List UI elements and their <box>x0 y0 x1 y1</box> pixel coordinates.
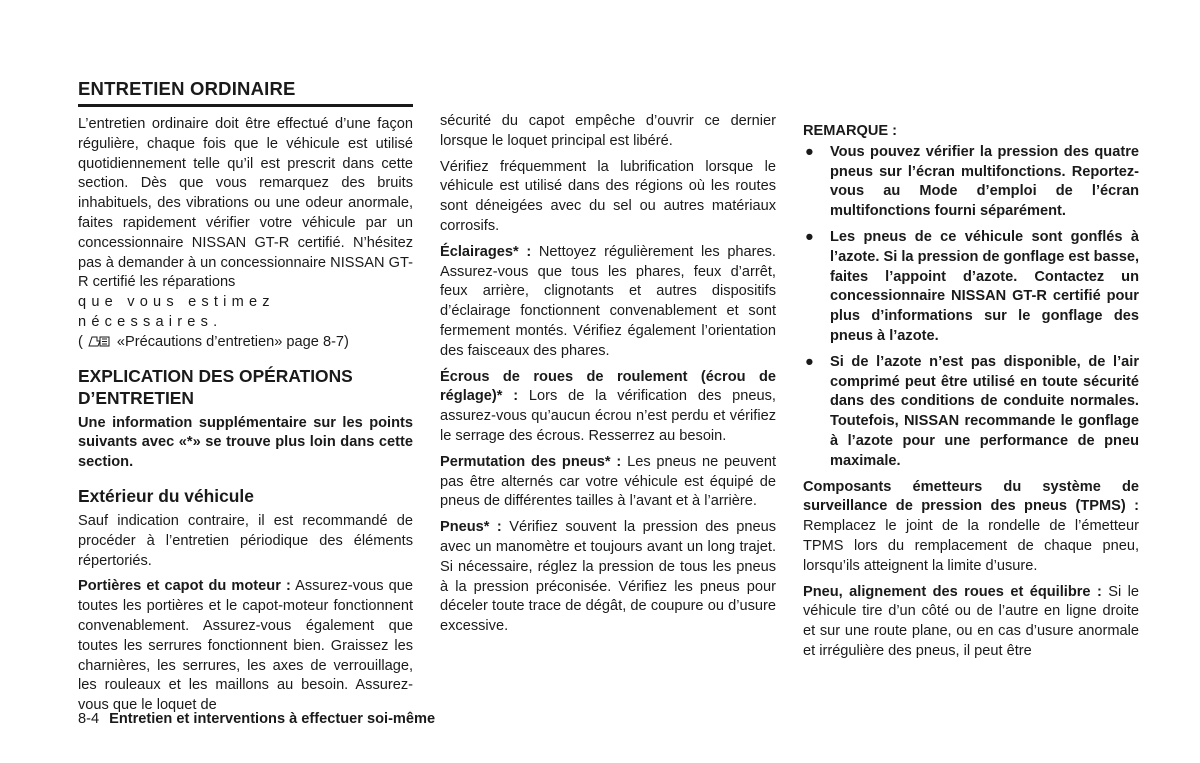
note-bullet <box>803 143 1139 222</box>
alignement-label: Pneu, alignement des roues et équilibre : <box>803 583 1102 600</box>
eclairages-text: Nettoyez régulièrement les phares. Assurez-vous que tous les phares, feux d’arrêt, feux arrière, clignotants et autres dispositifs d’éclairage fonctionnent convenablement et sont fermement montés. Vérifiez également l’orientation des faisceaux des phares. <box>440 243 776 359</box>
section-title: ENTRETIEN ORDINAIRE <box>78 78 296 99</box>
heading-exterieur: Extérieur du véhicule <box>78 485 254 506</box>
note-bullet-text: Si de l’azote n’est pas disponible, de l’air comprimé peut être utilisé en toute sécurité dans des conditions de conduite normales. Toutefois, NISSAN recommande le gonflage à l’azote pour une performance de pneu maximale. <box>830 353 1139 469</box>
intro-spread-text: que vous estimez nécessaires. <box>78 294 275 330</box>
permutation-label: Permutation des pneus* : <box>440 453 622 470</box>
cross-reference[interactable] <box>78 333 413 353</box>
reference-open: ( <box>78 333 83 350</box>
eclairages-label: Éclairages* : <box>440 243 532 260</box>
portieres-text: Assurez-vous que toutes les portières et le capot-moteur fonctionnent convenablement. Assurez-vous également que toutes les serrures fonctionnent bien. Graissez les charnières, les serrures, les axes de verrouillage, les rouleaux et les maillons au besoin. Assurez-vous que le loquet de <box>78 578 413 714</box>
intro-text: L’entretien ordinaire doit être effectué d’une façon régulière, chaque fois que le véhicule est utilisé quotidiennement telle qu’il est prescrit dans cette section. Dès que vous remarquez des bruits inhabituels, des vibrations ou une odeur anormale, faites rapidement vérifier votre véhicule par un concessionnaire NISSAN GT-R certifié. N’hésitez pas à demander à un concessionnaire NISSAN GT-R certifié les réparations <box>78 116 413 291</box>
page-reference-icon <box>87 335 111 348</box>
pneus-label: Pneus* : <box>440 519 502 536</box>
portieres-paragraph <box>78 577 413 716</box>
lubrification-paragraph: Vérifiez fréquemment la lubrification lorsque le véhicule est utilisé dans des régions où les routes sont déneigées avec du sel ou autres matériaux corrosifs. <box>440 158 776 234</box>
column-1 <box>78 115 413 716</box>
ecrous-paragraph <box>440 368 776 447</box>
explication-note: Une information supplémentaire sur les points suivants avec «*» se trouve plus loin dans cette section. <box>78 414 413 471</box>
note-bullet <box>803 353 1139 472</box>
ecrous-label: Écrous de roues de roulement (écrou de réglage)* : <box>440 368 776 405</box>
alignement-paragraph <box>803 583 1139 662</box>
column-3 <box>803 122 1139 662</box>
ecrous-text: Lors de la vérification des pneus, assurez-vous qu’aucun écrou n’est perdu et vérifiez le serrage des écrous. Resserrez au besoin. <box>440 388 776 444</box>
tpms-label: Composants émetteurs du système de surveillance de pression des pneus (TPMS) : <box>803 478 1139 515</box>
note-bullet <box>803 228 1139 347</box>
bullet-dot: ● <box>805 228 814 245</box>
portieres-label: Portières et capot du moteur : <box>78 578 291 595</box>
reference-text: «Précautions d’entretien» page 8-7) <box>116 333 349 350</box>
intro-paragraph <box>78 115 413 353</box>
footer-title: Entretien et interventions à effectuer soi-même <box>109 711 436 727</box>
tpms-text: Remplacez le joint de la rondelle de l’émetteur TPMS lors du remplacement de chaque pneu, lorsqu’ils atteignent la limite d’usure. <box>803 518 1139 574</box>
permutation-paragraph <box>440 453 776 512</box>
page-footer <box>78 711 435 727</box>
eclairages-paragraph <box>440 243 776 362</box>
pneus-text: Vérifiez souvent la pression des pneus avec un manomètre et toujours avant un long trajet. Si nécessaire, réglez la pression de tous les pneus à la pression préconisée. Vérifiez les pneus pour déceler toute trace de dégât, de coupure ou d’usure excessive. <box>440 519 777 635</box>
tpms-paragraph <box>803 478 1139 577</box>
note-bullet-text: Vous pouvez vérifier la pression des quatre pneus sur l’écran multifonctions. Reportez-vous au Mode d’emploi de l’écran multifonctions fourni séparément. <box>830 143 1139 220</box>
section-rule <box>78 104 413 107</box>
alignement-text: Si le véhicule tire d’un côté ou de l’autre en ligne droite et sur une route plane, ou en cas d’usure anormale et irrégulière des pneus, il peut être <box>803 583 1139 659</box>
note-bullet-text: Les pneus de ce véhicule sont gonflés à l’azote. Si la pression de gonflage est basse, faites l’appoint d’azote. Contactez un concessionnaire NISSAN GT-R certifié pour plus d’informations sur le gonflage des pneus à l’azote. <box>830 228 1139 344</box>
heading-explication: EXPLICATION DES OPÉRATIONS D’ENTRETIEN <box>78 365 353 408</box>
continuation-paragraph: sécurité du capot empêche d’ouvrir ce dernier lorsque le loquet principal est libéré. <box>440 113 776 149</box>
exterieur-paragraph: Sauf indication contraire, il est recommandé de procéder à l’entretien périodique des éléments répertoriés. <box>78 512 413 569</box>
bullet-dot: ● <box>805 353 814 370</box>
pneus-paragraph <box>440 518 776 637</box>
page-number: 8-4 <box>78 711 100 727</box>
permutation-text: Les pneus ne peuvent pas être alternés car votre véhicule est équipé de pneus de différentes tailles à l’avant et à l’arrière. <box>440 453 776 510</box>
remarque-label: REMARQUE : <box>803 123 898 139</box>
column-2 <box>440 112 776 637</box>
bullet-dot: ● <box>805 143 814 160</box>
